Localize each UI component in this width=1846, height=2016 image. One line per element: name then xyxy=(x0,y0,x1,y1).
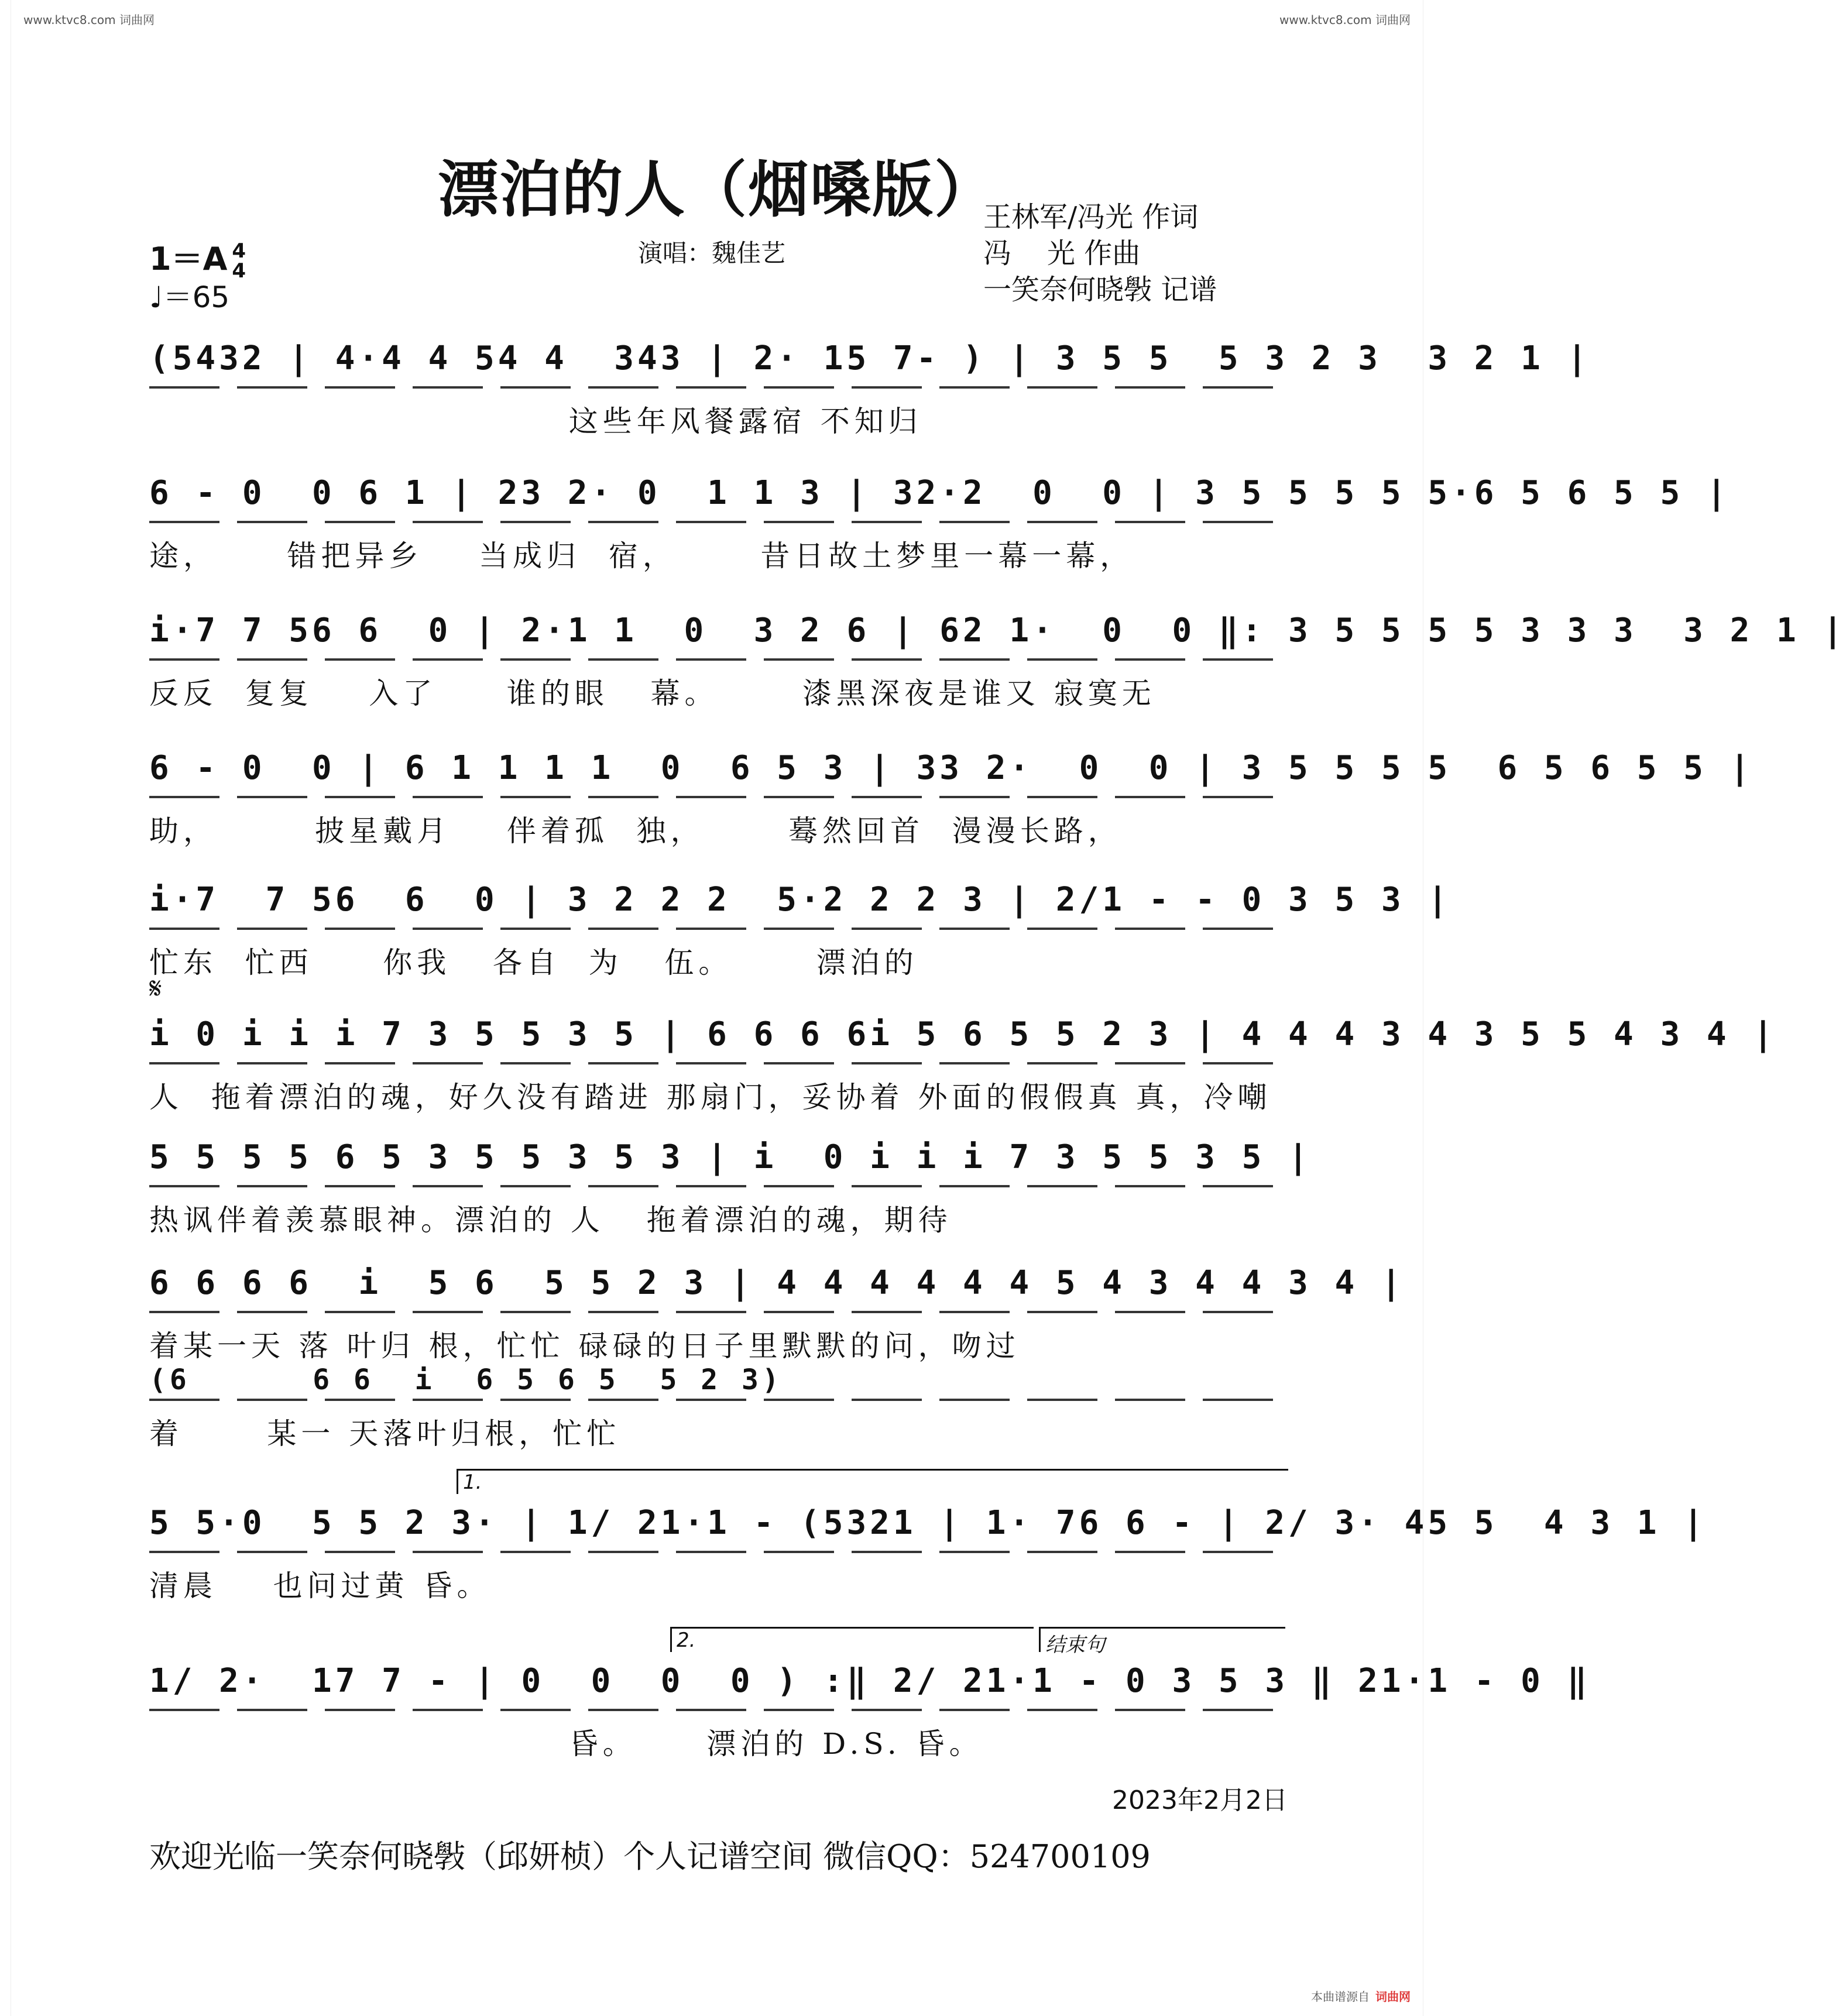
time-bottom: 4 xyxy=(232,259,246,283)
time-signature xyxy=(232,241,246,281)
transcriber-credit: 一笑奈何晓斅 记谱 xyxy=(983,273,1217,306)
time-top: 4 xyxy=(232,239,246,263)
lyricist-credit: 王林军/冯光 作词 xyxy=(983,201,1199,233)
lyric-line: 助， 披星戴月 伴着孤 独， 蓦然回首 漫漫长路， xyxy=(149,814,1122,848)
song-title: 漂泊的人（烟嗓版） xyxy=(437,153,996,225)
composer-credit: 冯 光 作曲 xyxy=(983,237,1141,270)
footer-source xyxy=(1311,1987,1411,2004)
volta-bracket-ending: 结束句 xyxy=(1039,1627,1285,1652)
footer-brand: 词曲网 xyxy=(1375,1990,1411,2004)
lyric-line-alternate: 着 某一 天落叶归根，忙忙 xyxy=(149,1417,621,1451)
key-label: 1＝A xyxy=(149,241,228,277)
left-margin-strip xyxy=(0,0,11,2016)
notation-line: i 0 i i i 7 3 5 5 3 5 | 6 6 6 6i 5 6 5 5 2 3 | 4 4 4 3 4 3 5 5 4 3 4 | xyxy=(149,1015,1291,1068)
lyric-line: 反反 复复 入了 谁的眼 幕。 漆黑深夜是谁又 寂寞无 xyxy=(149,676,1156,710)
notation-line: 6 - 0 0 | 6 1 1 1 1 0 6 5 3 | 33 2· 0 0 | 3 5 5 5 5 6 5 6 5 5 | xyxy=(149,749,1291,802)
lyric-line: 途， 错把异乡 当成归 宿， 昔日故土梦里一幕一幕， xyxy=(149,539,1134,573)
watermark-right: www.ktvc8.com 词曲网 xyxy=(1279,13,1411,27)
notation-line: 5 5·0 5 5 2 3· | 1/ 21·1 - (5321 | 1· 76 6 - | 2/ 3· 45 5 4 3 1 | xyxy=(149,1504,1291,1557)
notation-line: 6 - 0 0 6 1 | 23 2· 0 1 1 3 | 32·2 0 0 | 3 5 5 5 5 5·6 5 6 5 5 | xyxy=(149,474,1291,527)
credits xyxy=(983,199,1288,308)
notation-line: i·7 7 56 6 0 | 2·1 1 0 3 2 6 | 62 1· 0 0 ‖: 3 5 5 5 5 3 3 3 3 2 1 | xyxy=(149,612,1291,664)
singer: 演唱：魏佳艺 xyxy=(638,239,786,267)
notation-line: (5432 | 4·4 4 54 4 343 | 2· 15 7- ) | 3 5 5 5 3 2 3 3 2 1 | xyxy=(149,339,1291,392)
lyric-line: 忙东 忙西 你我 各自 为 伍。 漂泊的 xyxy=(149,946,918,980)
lyric-line: 清晨 也问过黄 昏。 xyxy=(149,1569,491,1603)
lyric-line: 着某一天 落 叶归 根，忙忙 碌碌的日子里默默的问，吻过 xyxy=(149,1329,1020,1363)
notation-line: 1/ 2· 17 7 - | 0 0 0 0 ) :‖ 2/ 21·1 - 0 3 5 3 ‖ 21·1 - 0 ‖ xyxy=(149,1662,1291,1715)
footer-source-text: 本曲谱源自 xyxy=(1311,1990,1370,2004)
lyric-line: 昏。 漂泊的 D.S. 昏。 xyxy=(149,1727,983,1761)
lyric-line: 这些年风餐露宿 不知归 xyxy=(149,404,922,438)
volta-bracket-2: 2. xyxy=(670,1627,1034,1652)
notation-line: i·7 7 56 6 0 | 3 2 2 2 5·2 2 2 3 | 2/1 - - 0 3 5 3 | xyxy=(149,881,1291,933)
notation-line: 6 6 6 6 i 5 6 5 5 2 3 | 4 4 4 4 4 4 5 4 3 4 4 3 4 | xyxy=(149,1264,1291,1317)
right-margin-strip xyxy=(1423,0,1434,2016)
date: 2023年2月2日 xyxy=(1112,1785,1288,1815)
tempo-marking: ♩＝65 xyxy=(149,280,230,314)
lyric-line: 人 拖着漂泊的魂，好久没有踏进 那扇门，妥协着 外面的假假真 真，冷嘲 xyxy=(149,1080,1272,1114)
footer-note: 欢迎光临一笑奈何晓斅（邱妍桢）个人记谱空间 微信QQ：524700109 xyxy=(149,1838,1151,1875)
notation-line-alternate: (6 6 6 i 6 5 6 5 5 2 3) xyxy=(149,1364,1291,1404)
notation-line: 5 5 5 5 6 5 3 5 5 3 5 3 | i 0 i i i 7 3 5 5 3 5 | xyxy=(149,1138,1291,1191)
segno-icon: 𝄋 xyxy=(149,971,162,1005)
lyric-line: 热讽伴着羡慕眼神。漂泊的 人 拖着漂泊的魂，期待 xyxy=(149,1203,952,1237)
watermark-left: www.ktvc8.com 词曲网 xyxy=(23,13,155,27)
volta-bracket-1: 1. xyxy=(457,1469,1288,1494)
